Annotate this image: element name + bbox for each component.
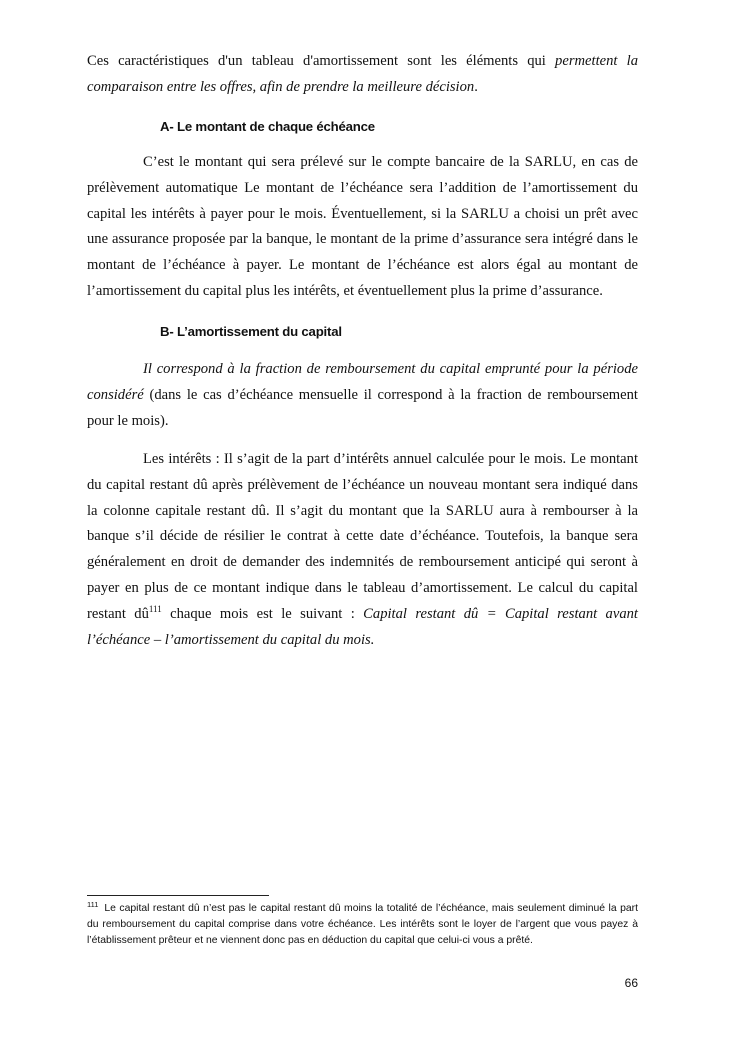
- paragraph-intro: [87, 49, 638, 101]
- heading-amortissement-capital: B- L’amortissement du capital: [160, 324, 342, 339]
- paragraph-amortissement-italic: Il correspond à la fraction de remboursement du capital emprunté pour la période considéré: [87, 361, 638, 403]
- footnote-reference: 111: [148, 603, 162, 614]
- paragraph-interets: [87, 447, 638, 653]
- footnote-separator: [87, 895, 269, 896]
- paragraph-interets-text: Les intérêts : Il s’agit de la part d’intérêts annuel calculée pour le mois. Le montant du capital restant dû après prélèvement de l’échéance un nouveau montant sera indiqué dans la colonne capitale restant dû. Il s’agit du montant que la SARLU aura à rembourser à la banque s’il décide de résilier le contrat à cette date d’échéance. Toutefois, la banque sera généralement en droit de demander des indemnités de remboursement anticipé qui seront à payer en plus de ce montant indique dans le tableau d’amortissement. Le calcul du capital restant dû: [87, 451, 638, 622]
- paragraph-intro-italic: permettent la comparaison entre les offres, afin de prendre la meilleure décision: [87, 53, 638, 95]
- heading-montant-echeance: A- Le montant de chaque échéance: [160, 119, 375, 134]
- paragraph-amortissement-text: (dans le cas d’échéance mensuelle il correspond à la fraction de remboursement pour le mois).: [87, 386, 638, 429]
- footnote-text: Le capital restant dû n’est pas le capital restant dû moins la totalité de l’échéance, mais seulement diminué la part du remboursement du capital comprise dans votre échéance. Les intérêts sont le loyer de l’argent que vous payez à l’établissement prêteur et ne viennent donc pas en déduction du capital que celui-ci vous a prêté.: [87, 903, 638, 947]
- paragraph-amortissement: [87, 357, 638, 434]
- footnote: [87, 901, 638, 950]
- page-number: 66: [624, 976, 638, 990]
- paragraph-intro-end: .: [474, 78, 478, 95]
- footnote-number: 111: [87, 900, 99, 909]
- paragraph-intro-text: Ces caractéristiques d'un tableau d'amortissement sont les éléments qui: [87, 53, 556, 69]
- paragraph-montant-echeance: C’est le montant qui sera prélevé sur le compte bancaire de la SARLU, en cas de prélèvement automatique Le montant de l’échéance sera l’addition de l’amortissement du capital les intérêts à payer pour le mois. Éventuellement, si la SARLU a choisi un prêt avec une assurance proposée par la banque, le montant de la prime d’assurance sera intégré dans le montant de l’échéance à payer. Le montant de l’échéance est alors égal au montant de l’amortissement du capital plus les intérêts, et éventuellement plus la prime d’assurance.: [87, 154, 638, 299]
- paragraph-interets-formula: Capital restant dû = Capital restant avant l’échéance – l’amortissement du capital du mois.: [87, 605, 638, 648]
- paragraph-interets-text-2: chaque mois est le suivant :: [161, 605, 364, 622]
